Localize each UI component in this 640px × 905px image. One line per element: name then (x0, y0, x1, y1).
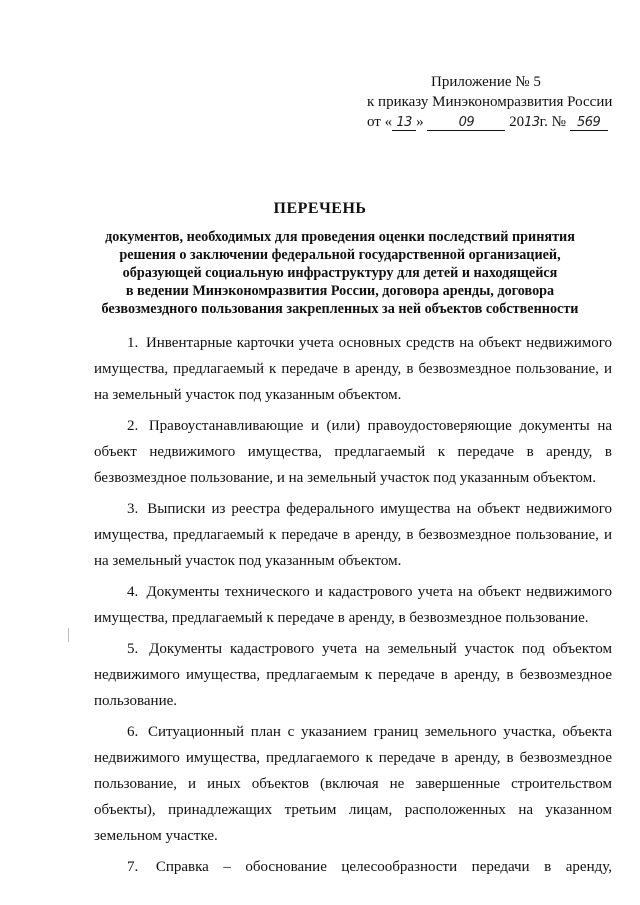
date-day: 13 (396, 115, 412, 130)
item-text: Документы кадастрового учета на земельный участок под объектом недвижимого имущества, предлагаемым к передаче в аренду, в безвозмездное пользование. (94, 641, 612, 709)
item-text: Документы технического и кадастрового учета на объект недвижимого имущества, предлагаемый к передаче в аренду, в безвозмездное пользование. (94, 584, 613, 626)
quote-open: « (384, 114, 393, 130)
document-subtitle (70, 228, 610, 318)
scan-mark (68, 628, 69, 642)
date-month: 09 (458, 115, 475, 130)
item-number: 2. (127, 418, 139, 434)
item-text: Ситуационный план с указанием границ земельного участка, объекта недвижимого имущества, предлагаемого к передаче в аренду, в безвозмездное пользование, и иных объектов (включая не завершенные строительством объекты), принадлежащих третьим лицам, расположенных на указанном земельном участке. (94, 724, 613, 844)
document-title: ПЕРЕЧЕНЬ (273, 200, 367, 217)
year-prefix: 20 (509, 114, 525, 130)
subtitle-line: образующей социальную инфраструктуру для детей и находящейся (122, 265, 558, 281)
item-number: 7. (127, 859, 139, 875)
appendix-block (367, 72, 617, 133)
list-item (94, 854, 612, 880)
year-unit: г. (539, 114, 548, 130)
item-number: 4. (127, 584, 139, 600)
list-item (94, 413, 612, 491)
item-text: Инвентарные карточки учета основных средств на объект недвижимого имущества, предлагаемый к передаче в аренду, в безвозмездное пользование, и на земельный участок под указанным объектом. (94, 335, 612, 403)
item-number: 3. (127, 501, 139, 517)
year-suffix: 13 (524, 115, 540, 130)
document-body (94, 330, 612, 885)
subtitle-line: решения о заключении федеральной государственной организацией, (119, 247, 561, 263)
item-text: Справка – обоснование целесообразности передачи в аренду, (155, 859, 612, 875)
subtitle-line: в ведении Минэкономразвития России, договора аренды, договора (125, 283, 555, 299)
list-item (94, 579, 612, 631)
subtitle-line: безвозмездного пользования закрепленных за ней объектов собственности (101, 301, 579, 317)
list-item (94, 330, 612, 408)
list-item (94, 636, 612, 714)
list-item (94, 719, 612, 849)
appendix-date-line (367, 112, 617, 133)
item-number: 1. (127, 335, 139, 351)
number-label: № (551, 114, 566, 130)
item-text: Выписки из реестра федерального имущества на объект недвижимого имущества, предлагаемый к передаче в аренду, в безвозмездное пользование, и на земельный участок под указанным объектом. (94, 501, 613, 569)
date-prefix: от (367, 114, 381, 130)
appendix-order-line: к приказу Минэкономразвития России (367, 94, 613, 110)
subtitle-line: документов, необходимых для проведения оценки последствий принятия (105, 229, 575, 245)
item-number: 5. (127, 641, 139, 657)
list-item (94, 496, 612, 574)
item-number: 6. (127, 724, 139, 740)
appendix-title: Приложение № 5 (431, 74, 541, 90)
item-text: Правоустанавливающие и (или) правоудостоверяющие документы на объект недвижимого имущества, предлагаемый к передаче в аренду, в безвозмездное пользование, и на земельный участок под указанным объектом. (94, 418, 613, 486)
order-number: 569 (577, 115, 601, 130)
quote-close: » (416, 114, 424, 130)
